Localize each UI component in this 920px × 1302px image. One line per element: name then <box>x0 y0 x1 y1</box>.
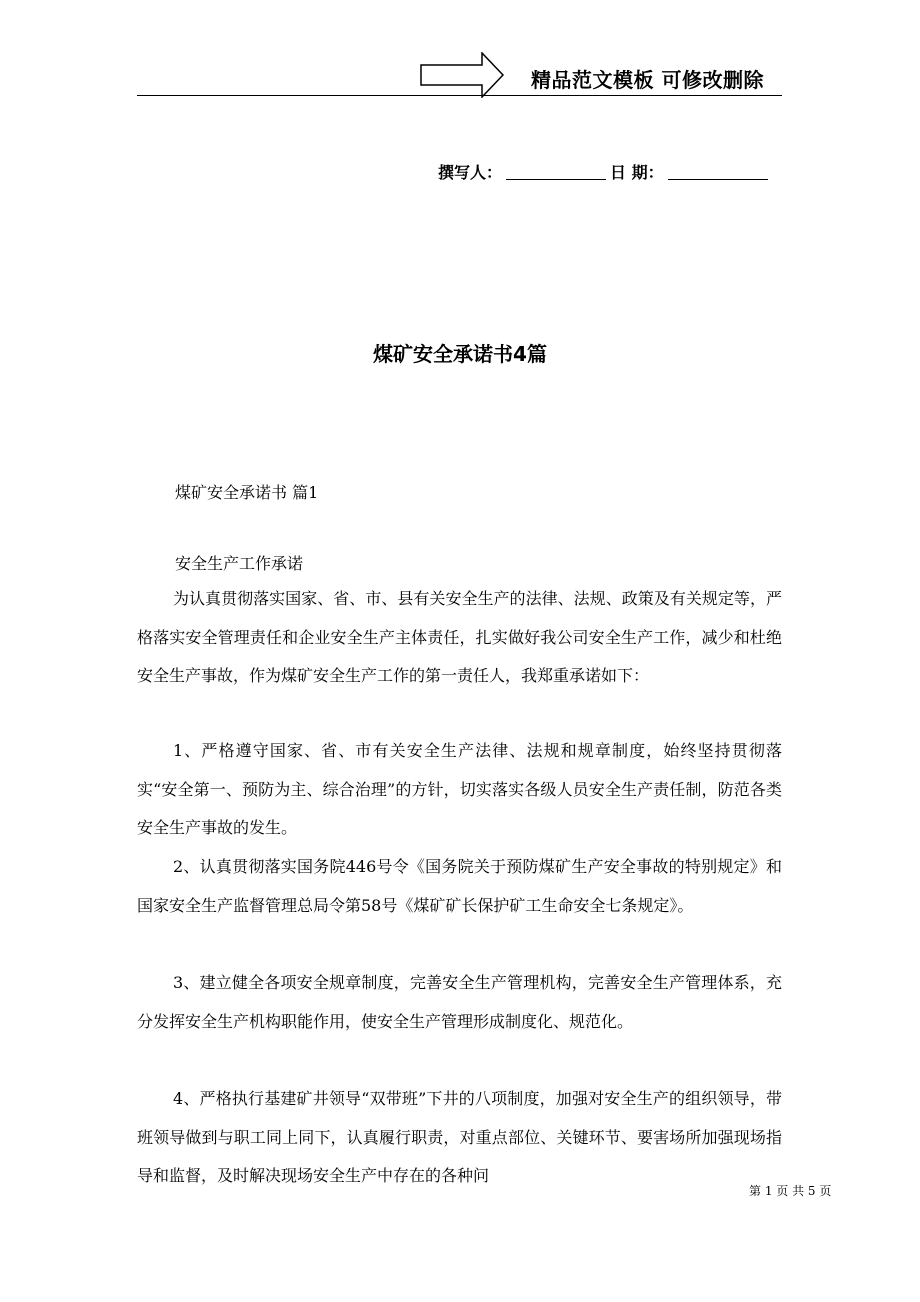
signature-line <box>438 160 768 183</box>
paragraph-intro: 为认真贯彻落实国家、省、市、县有关安全生产的法律、法规、政策及有关规定等，严格落实安全管理责任和企业安全生产主体责任，扎实做好我公司安全生产工作，减少和杜绝安全生产事故，作为煤矿安全生产工作的第一责任人，我郑重承诺如下： <box>137 589 782 686</box>
section-heading: 煤矿安全承诺书 篇1 <box>175 483 319 502</box>
subtitle: 安全生产工作承诺 <box>175 554 304 573</box>
paragraph-item-4: 4、严格执行基建矿井领导“双带班”下井的八项制度，加强对安全生产的组织领导，带班领导做到与职工同上同下，认真履行职责，对重点部位、关键环节、要害场所加强现场指导和监督，及时解决现场安全生产中存在的各种问 <box>137 1089 782 1186</box>
page-indicator: 第 1 页 共 5 页 <box>749 1184 832 1198</box>
date-label: 日 期： <box>610 163 664 182</box>
paragraph-item-1: 1、严格遵守国家、省、市有关安全生产法律、法规和规章制度，始终坚持贯彻落实“安全第一、预防为主、综合治理”的方针，切实落实各级人员安全生产责任制，防范各类安全生产事故的发生。 <box>137 741 782 838</box>
header-divider <box>137 95 782 96</box>
date-blank <box>668 165 768 180</box>
author-blank <box>506 165 606 180</box>
header-label: 精品范文模板 可修改删除 <box>531 68 764 92</box>
paragraph-item-2: 2、认真贯彻落实国务院446号令《国务院关于预防煤矿生产安全事故的特别规定》和国家安全生产监督管理总局令第58号《煤矿矿长保护矿工生命安全七条规定》。 <box>137 857 782 915</box>
arrow-icon <box>420 52 504 98</box>
paragraph-item-3: 3、建立健全各项安全规章制度，完善安全生产管理机构，完善安全生产管理体系，充分发挥安全生产机构职能作用，使安全生产管理形成制度化、规范化。 <box>137 973 782 1031</box>
document-title: 煤矿安全承诺书4篇 <box>373 342 547 366</box>
author-label: 撰写人： <box>438 163 503 182</box>
